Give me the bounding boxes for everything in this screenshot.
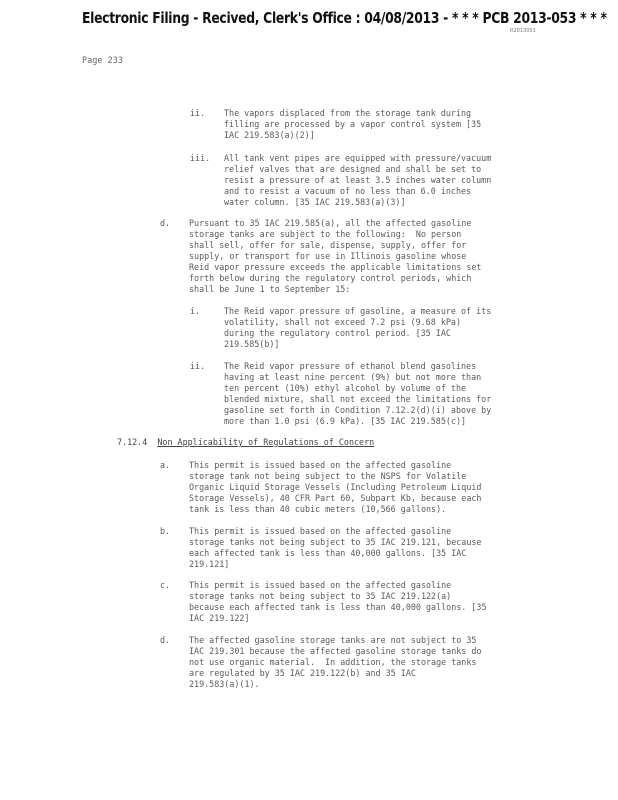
list-item-i-gasoline-rvp	[190, 306, 550, 350]
list-item-iii-vent-pipes	[190, 153, 550, 208]
item-marker: ii.	[190, 361, 206, 371]
section-heading	[117, 437, 374, 447]
list-item-c-219-122	[160, 580, 550, 624]
list-item-d-reid-vapor	[160, 218, 550, 295]
list-item-ii-ethanol-blend	[190, 361, 550, 427]
item-text: This permit is issued based on the affected gasoline storage tanks not being subject to 35 IAC 219.121, because each affected tank is less than 40,000 gallons. [35 IAC 219.121]	[189, 526, 482, 569]
item-text: The affected gasoline storage tanks are not subject to 35 IAC 219.301 because the affected gasoline storage tanks do not use organic material. In addition, the storage tanks are regulated by 35 IAC 219.122(b) and 35 IAC 219.583(a)(1).	[189, 635, 482, 689]
item-text: The vapors displaced from the storage tank during filling are processed by a vapor control system [35 IAC 219.583(a)(2)]	[224, 108, 482, 140]
stamp-code: R2013053	[510, 28, 536, 34]
item-text: The Reid vapor pressure of gasoline, a measure of its volatility, shall not exceed 7.2 psi (9.68 kPa) during the regulatory control period. [35 IAC 219.585(b)]	[224, 306, 492, 349]
item-marker: iii.	[190, 153, 211, 163]
item-marker: d.	[160, 218, 171, 228]
item-text: The Reid vapor pressure of ethanol blend gasolines having at least nine percent (9%) but not more than ten percent (10%) ethyl alcohol by volume of the blended mixture, shall not exceed the limitations for gasoline set forth in Condition 7.12.2(d)(i) above by more than 1.0 psi (6.9 kPa). [35 IAC 219.585(c)]	[224, 361, 492, 426]
item-marker: c.	[160, 580, 171, 590]
item-text: All tank vent pipes are equipped with pressure/vacuum relief valves that are designed and shall be set to resist a pressure of at least 3.5 inches water column and to resist a vacuum of no less than 6.0 inches water column. [35 IAC 219.583(a)(3)]	[224, 153, 492, 207]
section-title: Non Applicability of Regulations of Concern	[157, 437, 375, 447]
list-item-a-nsps	[160, 460, 550, 515]
item-marker: b.	[160, 526, 171, 536]
page-number: Page 233	[82, 56, 123, 66]
item-marker: i.	[190, 306, 201, 316]
item-text: This permit is issued based on the affected gasoline storage tanks not being subject to 35 IAC 219.122(a) because each affected tank is less than 40,000 gallons. [35 IAC 219.122]	[189, 580, 487, 623]
list-item-d-219-301	[160, 635, 550, 690]
item-text: Pursuant to 35 IAC 219.585(a), all the affected gasoline storage tanks are subject to the following: No person shall sell, offer for sale, dispense, supply, offer for supply, or transport for use in Illinois gasoline whose Reid vapor pressure exceeds the applicable limitations set forth below during the regulatory control periods, which shall be June 1 to September 15:	[189, 218, 482, 294]
item-marker: ii.	[190, 108, 206, 118]
list-item-ii-vapor-control	[190, 108, 550, 141]
list-item-b-219-121	[160, 526, 550, 570]
item-marker: a.	[160, 460, 171, 470]
item-marker: d.	[160, 635, 171, 645]
section-number: 7.12.4	[117, 437, 148, 447]
item-text: This permit is issued based on the affected gasoline storage tank not being subject to the NSPS for Volatile Organic Liquid Storage Vessels (Including Petroleum Liquid Storage Vessels), 40 CFR Part 60, Subpart Kb, because each tank is less than 40 cubic meters (10,566 gallons).	[189, 460, 482, 514]
filing-stamp: Electronic Filing - Recived, Clerk's Office : 04/08/2013 - * * * PCB 2013-053 * * *	[82, 9, 607, 27]
